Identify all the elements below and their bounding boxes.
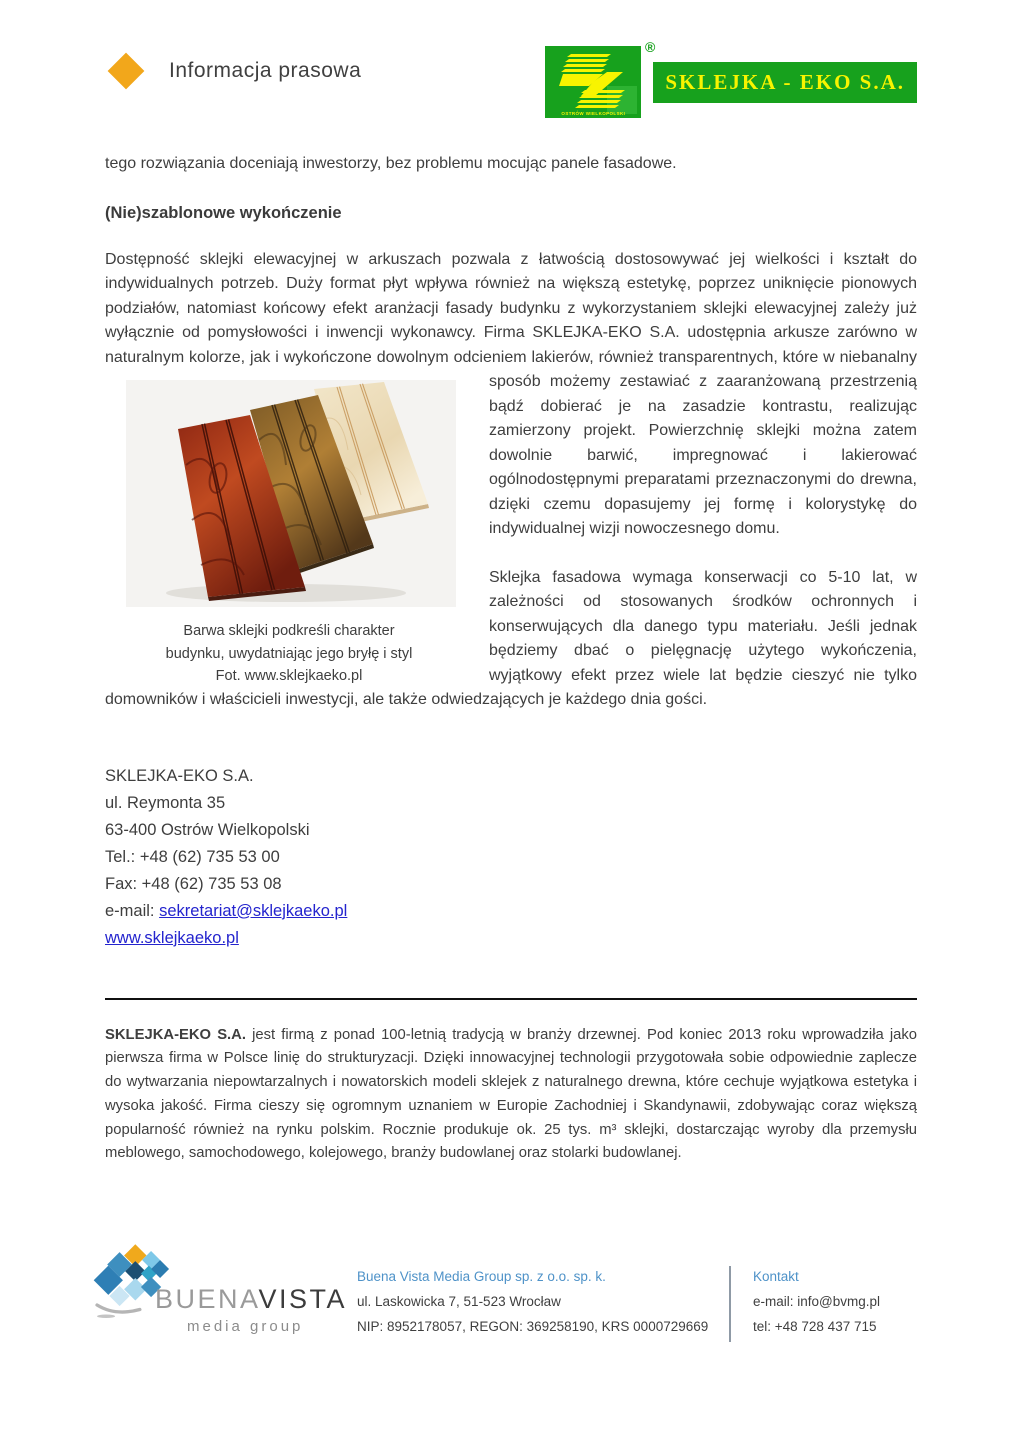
press-label: Informacja prasowa xyxy=(169,59,362,82)
footer-company-address: ul. Laskowicka 7, 51-523 Wrocław xyxy=(357,1294,561,1310)
footer-company-column xyxy=(357,1264,729,1339)
caption-line-3: Fot. www.sklejkaeko.pl xyxy=(215,668,363,684)
contact-street: ul. Reymonta 35 xyxy=(105,793,226,812)
article-body xyxy=(105,152,917,1166)
footer-divider xyxy=(729,1266,731,1342)
footer-contact-email: e-mail: info@bvmg.pl xyxy=(753,1294,880,1310)
brand-part-vista: VISTA xyxy=(258,1284,348,1315)
contact-phone: Tel.: +48 (62) 735 53 00 xyxy=(105,847,280,866)
logo-square-icon xyxy=(545,39,656,118)
intro-line: tego rozwiązania doceniają inwestorzy, bez problemu mocując panele fasadowe. xyxy=(105,155,677,172)
plywood-panels-image xyxy=(125,380,457,607)
section-heading: (Nie)szablonowe wykończenie xyxy=(105,203,342,222)
contact-block xyxy=(105,763,917,952)
buenavista-logo xyxy=(91,1242,348,1362)
paragraph-2: Sklejka fasadowa wymaga konserwacji co 5-10 lat, w zależności od stosowanych środków ochronnych i konserwujących dla danego typu materiału. Jeśli jednak będziemy dbać o pielęgnację użytego wykończenia, wyjątkowy efekt przez wiele lat będzie cieszyć nie tylko domowników i właścicieli inwestycji, ale także odwiedzających je każdego dnia gości. xyxy=(105,568,917,708)
contact-email-link[interactable]: sekretariat@sklejkaeko.pl xyxy=(159,901,348,920)
press-label-group xyxy=(105,58,361,84)
photo-caption xyxy=(105,620,473,688)
diamond-icon xyxy=(108,53,145,90)
footer xyxy=(91,1242,917,1362)
footer-contact-phone: tel: +48 728 437 715 xyxy=(753,1319,877,1335)
boilerplate-body: jest firmą z ponad 100-letnią tradycją w branży drzewnej. Pod koniec 2013 roku wprowadziła jako pierwsza firma w Polsce linię do strukturyzacji. Dzięki innowacyjnej technologii przygotowała sobie odpowiednie zaplecze do wytwarzania niepowtarzalnych i nowatorskich modeli sklejek z naturalnego drewna, które cechuje wyjątkowa estetyka i wysoka jakość. Firma cieszy się ogromnym uznaniem w Europie Zachodniej i Skandynawii, zdobywając coraz większą popularność również na rynku polskim. Rocznie produkuje ok. 25 tys. m³ sklejki, dostarczając wyroby dla przemysłu meblowego, samochodowego, kolejowego, branży budowlanej oraz stolarki budowlanej. xyxy=(105,1026,917,1162)
contact-city: 63-400 Ostrów Wielkopolski xyxy=(105,820,310,839)
footer-contact-column xyxy=(753,1264,880,1339)
registered-trademark-icon: ® xyxy=(645,39,656,55)
contact-company: SKLEJKA-EKO S.A. xyxy=(105,766,254,785)
paragraph-1-continuation: sposób możemy zestawiać z zaaranżowaną przestrzenią bądź dobierać je na zasadzie kontrastu, realizując zamierzony projekt. Powierzchnię sklejki można zatem dowolnie barwić, impregnować i lakierować ogólnodostępnymi preparatami przeznaczonymi do drewna, dzięki czemu dopasujemy jej formę i kolorystykę do indywidualnej wizji nowoczesnego domu. xyxy=(489,373,917,537)
horizontal-rule xyxy=(105,998,917,1000)
footer-contact-heading: Kontakt xyxy=(753,1269,799,1285)
header xyxy=(105,39,917,132)
logo-banner: SKLEJKA - EKO S.A. xyxy=(653,62,917,103)
buenavista-wordmark xyxy=(155,1284,347,1315)
contact-website-line xyxy=(105,925,917,952)
company-boilerplate xyxy=(105,1024,917,1167)
contact-email-line xyxy=(105,898,917,925)
brand-subtitle: media group xyxy=(187,1318,304,1336)
contact-fax: Fax: +48 (62) 735 53 08 xyxy=(105,874,282,893)
company-logo xyxy=(545,39,917,118)
image-text-wrap xyxy=(105,370,917,713)
boilerplate-lead: SKLEJKA-EKO S.A. xyxy=(105,1026,246,1043)
caption-line-2: budynku, uwydatniając jego bryłę i styl xyxy=(165,645,413,662)
contact-website-link[interactable]: www.sklejkaeko.pl xyxy=(105,928,239,947)
logo-square-subtext: OSTRÓW WIELKOPOLSKI xyxy=(561,111,626,116)
plywood-photo-figure xyxy=(105,380,473,688)
caption-line-1: Barwa sklejki podkreśli charakter xyxy=(183,623,395,639)
footer-company-registration: NIP: 8952178057, REGON: 369258190, KRS 0000729669 xyxy=(357,1319,709,1335)
brand-part-buena: BUENA xyxy=(155,1284,259,1315)
footer-company-name: Buena Vista Media Group sp. z o.o. sp. k. xyxy=(357,1269,606,1285)
contact-email-label: e-mail: xyxy=(105,901,160,920)
paragraph-1: Dostępność sklejki elewacyjnej w arkuszach pozwala z łatwością dostosowywać jej wielkości i kształt do indywidualnych potrzeb. Duży format płyt wpływa również na większą estetykę, poprzez uniknięcie pionowych podziałów, natomiast końcowy efekt aranżacji fasady budynku z wykorzystaniem sklejki elewacyjnej zależy już wyłącznie od pomysłowości i inwencji wykonawcy. Firma SKLEJKA-EKO S.A. udostępnia arkusze zarówno w naturalnym kolorze, jak i wykończone dowolnym odcieniem lakierów, również transparentnych, które w niebanalny xyxy=(105,250,917,366)
